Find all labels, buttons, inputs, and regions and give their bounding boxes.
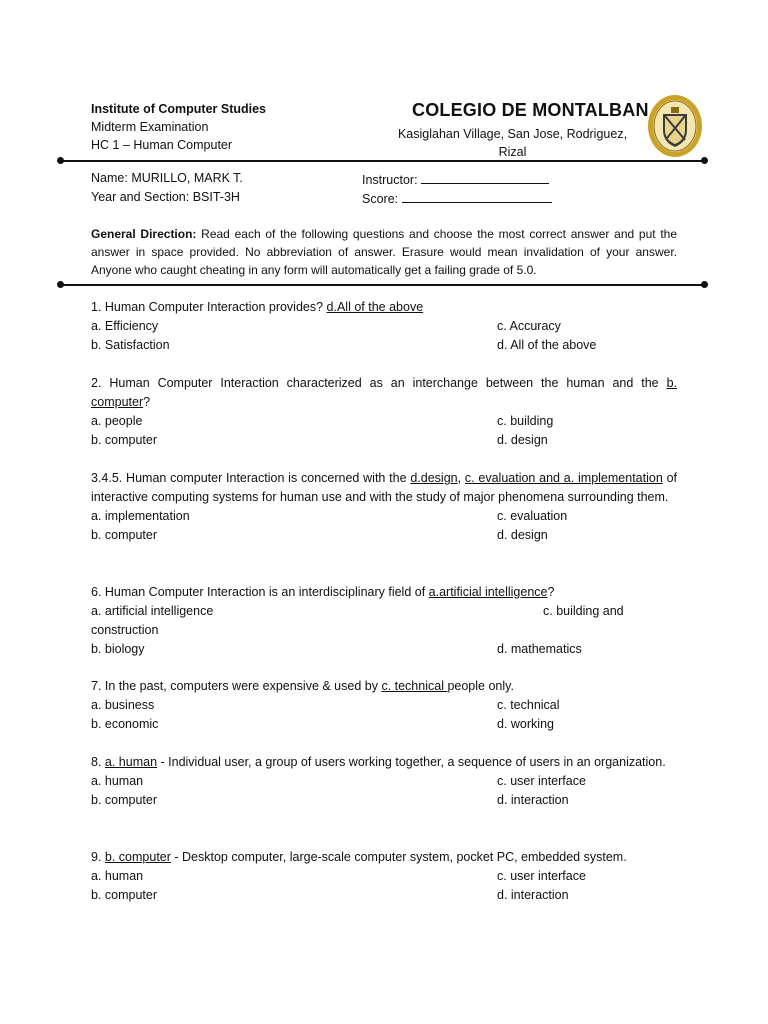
answer-separator: , [457,471,465,485]
question-7-options [91,696,677,734]
direction-label: General Direction: [91,227,197,241]
college-title: COLEGIO DE MONTALBAN [412,100,649,120]
question-6-answer: a.artificial intelligence [428,585,548,599]
question-3-answer: d.design [410,471,458,485]
divider-dot-left [57,157,64,164]
header-left-block [91,100,266,154]
question-2-text: 2. Human Computer Interaction characterized as an interchange between the human and the [91,376,667,390]
option-b: b. Satisfaction [91,338,170,352]
score-label: Score: [362,192,399,206]
question-9-options [91,867,677,905]
question-3-4-5-text: 3.4.5. Human computer Interaction is concerned with the [91,471,411,485]
direction-text: Read each of the following questions and choose the most correct answer and put the answer in space provided. No abbreviation of answer. Erasure would mean invalidation of your answer. Anyone who caught cheating in any form will automatically get a failing grade of 5.0. [91,227,678,277]
course-name: HC 1 – Human Computer [91,138,233,152]
question-6-options [91,640,677,659]
option-b: b. computer [91,888,158,902]
divider-dot-right [701,157,708,164]
option-d: d. design [497,433,548,447]
question-7-text: 7. In the past, computers were expensive & used by [91,679,382,693]
divider-dot-left-2 [57,281,64,288]
option-b: b. biology [91,642,145,656]
question-6-end: ? [547,585,555,599]
option-d: d. design [497,528,548,542]
question-2 [91,374,677,450]
option-a: a. human [91,869,144,883]
option-d: d. interaction [497,888,569,902]
option-c: c. user interface [497,774,586,788]
option-d: d. working [497,717,554,731]
question-3-4-5-options [91,507,677,545]
question-2-answer: b. computer [91,376,677,409]
question-9-number: 9. [91,850,105,864]
option-b: b. computer [91,433,158,447]
question-2-options [91,412,677,450]
option-b: b. computer [91,793,158,807]
college-seal-icon [647,94,703,158]
option-d: d. mathematics [497,642,582,656]
direction-divider [60,284,704,286]
option-b: b. economic [91,717,159,731]
college-address: Kasiglahan Village, San Jose, Rodriguez, Rizal [397,127,628,159]
question-1-answer: d.All of the above [326,300,424,314]
question-9-answer: b. computer [104,850,171,864]
section-label: Year and Section: [91,190,190,204]
question-2-stem [91,374,677,412]
option-c: c. building [497,414,554,428]
score-field[interactable] [402,190,552,203]
exam-name: Midterm Examination [91,120,209,134]
option-c-continued: construction [91,623,159,637]
section-row [91,190,240,204]
option-a: a. Efficiency [91,319,159,333]
question-8-options [91,772,677,810]
option-d: d. All of the above [497,338,597,352]
question-6 [91,583,677,659]
question-1-options [91,317,677,355]
option-c: c. user interface [497,869,586,883]
question-8-number: 8. [91,755,105,769]
option-c: c. evaluation [497,509,568,523]
option-b: b. computer [91,528,158,542]
name-label: Name: [91,171,128,185]
question-1-text: 1. Human Computer Interaction provides? [91,300,327,314]
question-8-answer: a. human [104,755,158,769]
option-a: a. people [91,414,143,428]
option-c: c. building and [543,604,624,618]
question-9-stem [91,848,677,867]
instructor-row [362,171,549,187]
instructor-label: Instructor: [362,173,418,187]
general-direction [91,225,677,279]
question-6-stem [91,583,677,602]
question-9-text: - Desktop computer, large-scale computer system, pocket PC, embedded system. [170,850,627,864]
option-a: a. human [91,774,144,788]
question-6-row-1 [91,602,677,621]
score-row [362,190,552,206]
question-4-5-answer: c. evaluation and a. implementation [464,471,663,485]
question-8-text: - Individual user, a group of users working together, a sequence of users in an organization. [157,755,666,769]
question-3-4-5 [91,469,677,545]
instructor-field[interactable] [421,171,549,184]
option-c: c. technical [497,698,560,712]
question-1 [91,298,677,355]
name-value: MURILLO, MARK T. [131,171,243,185]
question-8-stem [91,753,677,772]
option-a: a. implementation [91,509,190,523]
section-value: BSIT-3H [192,190,240,204]
question-9 [91,848,677,905]
institute-name: Institute of Computer Studies [91,102,266,116]
question-1-stem [91,298,677,317]
question-8 [91,753,677,810]
question-7-end: people only. [447,679,514,693]
option-c: c. Accuracy [497,319,561,333]
option-d: d. interaction [497,793,569,807]
question-6-text: 6. Human Computer Interaction is an interdisciplinary field of [91,585,429,599]
question-3-4-5-end: of interactive computing systems for human use and with the study of major phenomena surrounding them. [91,471,677,504]
divider-dot-right-2 [701,281,708,288]
question-7-answer: c. technical [381,679,448,693]
option-a: a. artificial intelligence [91,604,214,618]
question-7-stem [91,677,677,696]
header-divider [60,160,704,162]
option-a: a. business [91,698,155,712]
question-2-end: ? [143,395,151,409]
question-7 [91,677,677,734]
question-3-4-5-stem [91,469,677,507]
name-row [91,171,243,185]
